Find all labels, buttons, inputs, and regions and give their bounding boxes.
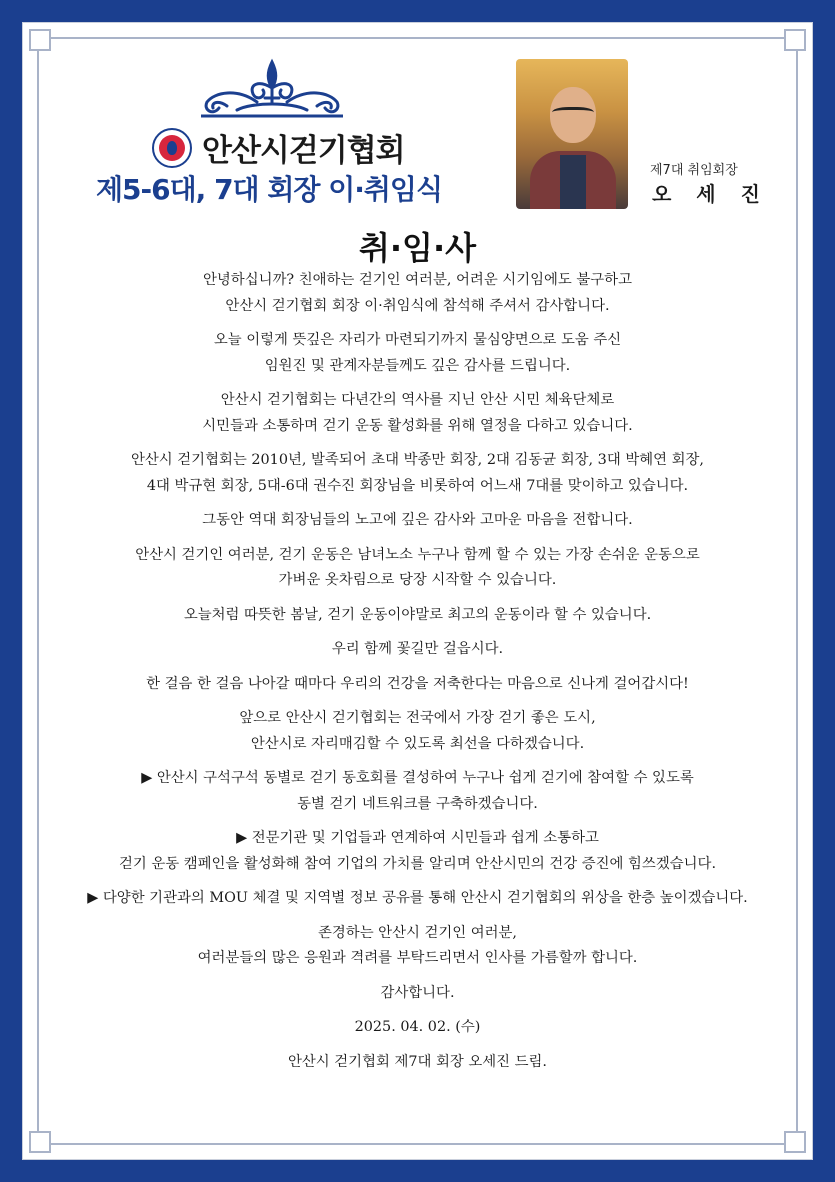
paragraph-line: 4대 박규현 회장, 5대-6대 권수진 회장님을 비롯하여 어느새 7대를 맞이하고 있습니다. [146,477,689,494]
org-name: 안산시걷기협회 [202,133,405,169]
event-title: 제5-6대, 7대 회장 이·취임식 [96,173,443,206]
frame-corner [784,29,806,51]
paragraph-line: 가벼운 옷차림으로 당장 시작할 수 있습니다. [278,572,557,588]
paragraph-line: 안산시 걷기협회 회장 이·취임식에 참석해 주셔서 감사합니다. [225,297,610,314]
paragraph-line: 걷기 운동 캠페인을 활성화해 참여 기업의 가치를 알리며 안산시민의 건강 증진에 힘쓰겠습니다. [118,855,717,872]
paragraph-line: 시민들과 소통하며 걷기 운동 활성화를 위해 열정을 다하고 있습니다. [202,417,633,434]
paragraph-line: ▶ 다양한 기관과의 MOU 체결 및 지역별 정보 공유를 통해 안산시 걷기협회의 위상을 한층 높이겠습니다. [87,890,748,906]
paragraph-line: 존경하는 안산시 걷기인 여러분, [317,924,518,941]
speech-date: 2025. 04. 02. (수) [354,1019,481,1035]
paragraph-line: 우리 함께 꽃길만 걸읍시다. [331,641,504,657]
association-logo [152,128,192,168]
paragraph [40,706,795,757]
paragraph [40,508,795,534]
paragraph-line: 앞으로 안산시 걷기협회는 전국에서 가장 걷기 좋은 도시, [239,710,596,726]
paragraph [40,268,795,319]
paragraph-line: 그동안 역대 회장님들의 노고에 깊은 감사와 고마운 마음을 전합니다. [202,512,633,528]
paragraph [40,921,795,972]
paragraph [40,328,795,379]
signature: 안산시 걷기협회 제7대 회장 오세진 드림. [287,1053,548,1070]
paragraph-line: ▶ 전문기관 및 기업들과 연계하여 시민들과 쉽게 소통하고 [236,830,599,846]
paragraph [40,637,795,663]
speech-title: 취·임·사 [358,229,477,267]
frame-corner [784,1131,806,1153]
paragraph [40,603,795,629]
president-photo [516,59,628,209]
fleur-ornament-icon [197,58,347,120]
speech-body [40,268,795,1084]
paragraph [40,543,795,594]
paragraph-line: 오늘처럼 따뜻한 봄날, 걷기 운동이야말로 최고의 운동이라 할 수 있습니다. [183,606,652,623]
paragraph [40,766,795,817]
paragraph [40,388,795,439]
org-header [152,125,405,170]
paragraph-line: 임원진 및 관계자분들께도 깊은 감사를 드립니다. [264,357,571,374]
paragraph-line: 오늘 이렇게 뜻깊은 자리가 마련되기까지 물심양면으로 도움 주신 [213,332,622,348]
paragraph-line: 안녕하십니까? 친애하는 걷기인 여러분, 어려운 시기임에도 불구하고 [203,272,632,288]
president-name: 오 세 진 [652,182,769,206]
paragraph-line: 동별 걷기 네트워크를 구축하겠습니다. [297,795,538,812]
closing-thanks: 감사합니다. [380,984,455,1001]
paragraph-line: 안산시로 자리매김할 수 있도록 최선을 다하겠습니다. [250,735,585,752]
paragraph-line: 안산시 걷기협회는 2010년, 발족되어 초대 박종만 회장, 2대 김동균 회장, 3대 박혜연 회장, [131,452,704,468]
paragraph-line: 한 걸음 한 걸음 나아갈 때마다 우리의 건강을 저축한다는 마음으로 신나게 걸어갑시다! [146,675,689,692]
paragraph [40,672,795,698]
paragraph-line: 여러분들의 많은 응원과 격려를 부탁드리면서 인사를 가름할까 합니다. [197,950,638,966]
frame-corner [29,1131,51,1153]
paragraph [40,826,795,877]
paragraph [40,448,795,499]
frame-corner [29,29,51,51]
role-label: 제7대 취임회장 [650,163,738,178]
paragraph-line: 안산시 걷기인 여러분, 걷기 운동은 남녀노소 누구나 함께 할 수 있는 가장 손쉬운 운동으로 [135,546,700,563]
paragraph [40,886,795,912]
paragraph-line: 안산시 걷기협회는 다년간의 역사를 지닌 안산 시민 체육단체로 [220,392,615,408]
paragraph-line: ▶ 안산시 구석구석 동별로 걷기 동호회를 결성하여 누구나 쉽게 걷기에 참여할 수 있도록 [141,770,694,786]
